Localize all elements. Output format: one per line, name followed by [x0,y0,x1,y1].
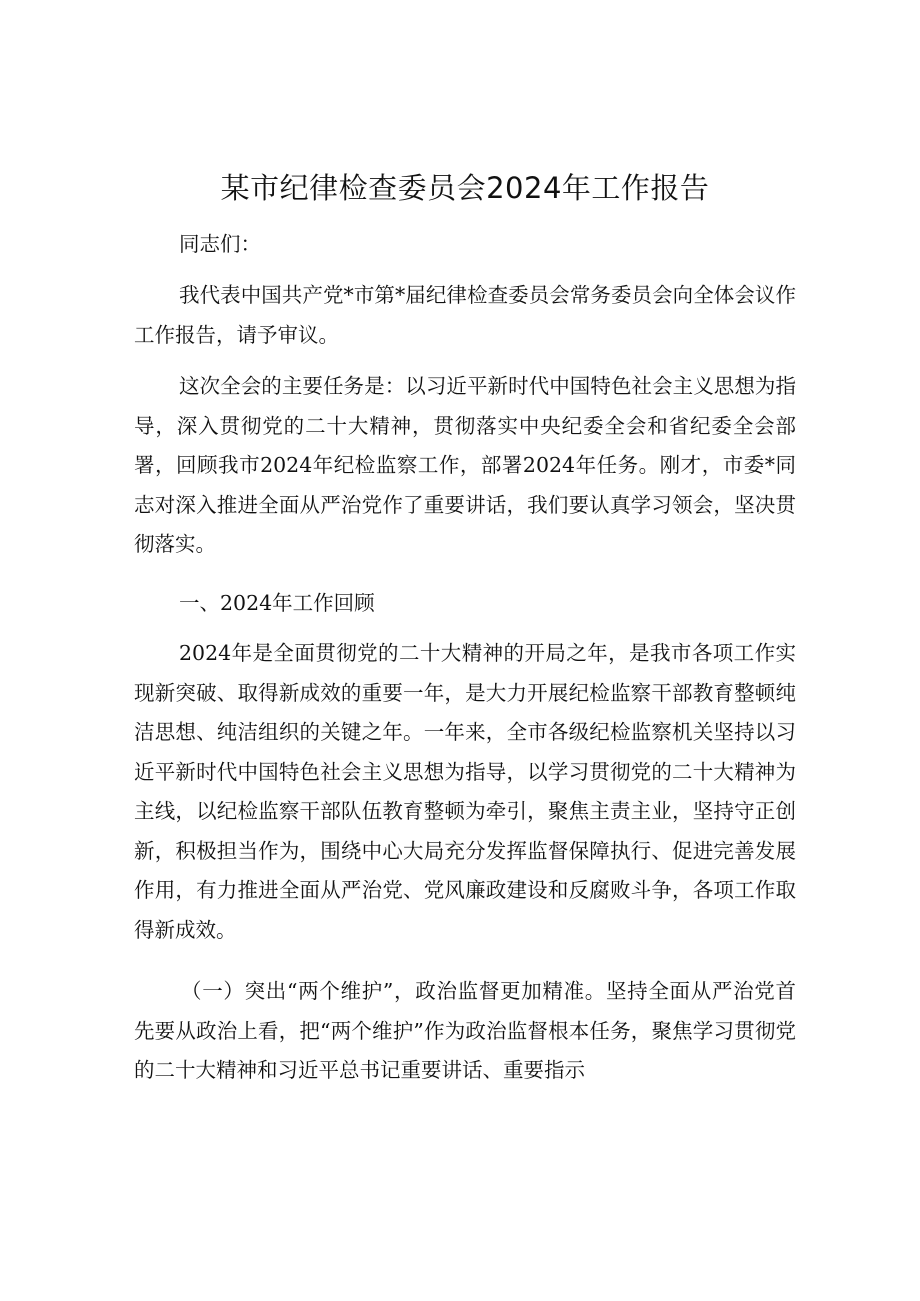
salutation: 同志们： [179,232,261,256]
paragraph-political-supervision: （一）突出“两个维护”，政治监督更加精准。坚持全面从严治党首先要从政治上看，把“两个维护”作为政治监督根本任务，聚焦学习贯彻党的二十大精神和习近平总书记重要讲话、重要指示 [134,979,796,1082]
paragraph-year-review: 2024年是全面贯彻党的二十大精神的开局之年，是我市各项工作实现新突破、取得新成效的重要一年，是大力开展纪检监察干部教育整顿纯洁思想、纯洁组织的关键之年。一年来，全市各级纪检监察机关坚持以习近平新时代中国特色社会主义思想为指导，以学习贯彻党的二十大精神为主线，以纪检监察干部队伍教育整顿为牵引，聚焦主责主业，坚持守正创新，积极担当作为，围绕中心大局充分发挥监督保障执行、促进完善发展作用，有力推进全面从严治党、党风廉政建设和反腐败斗争，各项工作取得新成效。 [134,641,796,942]
paragraph-opening: 我代表中国共产党*市第*届纪律检查委员会常务委员会向全体会议作工作报告，请予审议。 [134,283,796,347]
paragraph-main-tasks: 这次全会的主要任务是：以习近平新时代中国特色社会主义思想为指导，深入贯彻党的二十大精神，贯彻落实中央纪委全会和省纪委全会部署，回顾我市2024年纪检监察工作，部署2024年任务。刚才，市委*同志对深入推进全面从严治党作了重要讲话，我们要认真学习领会，坚决贯彻落实。 [134,374,796,556]
section-heading: 一、2024年工作回顾 [179,591,375,615]
document-title: 某市纪律检查委员会2024年工作报告 [220,171,710,205]
